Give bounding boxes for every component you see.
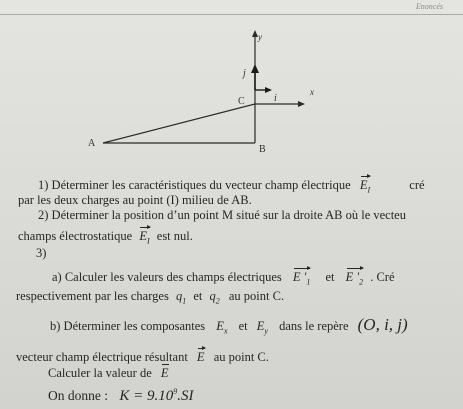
q1-line2: par les deux charges au point (I) milieu de AB. — [18, 193, 252, 207]
q3a-q1: $q_1$ — [175, 289, 187, 306]
q3a-line2: respectivement par les charges $q_1$ et $q_2$ au point C. — [16, 289, 285, 306]
q3b-ex: $E_x$ — [216, 319, 228, 336]
calc-vector: E — [161, 363, 169, 381]
q1-tail: cré — [409, 178, 425, 192]
donne-line: On donne : $K = 9.10^9.SI$ — [48, 387, 194, 404]
q3a-q2: $q_2$ — [209, 289, 220, 306]
q3a-e2-vector: E '$_2$ — [346, 266, 363, 290]
header-label: Enoncés — [415, 2, 443, 11]
q3a-e1-vector: E '$_1$ — [293, 266, 310, 290]
q3b-ey: $E_y$ — [256, 319, 268, 336]
q2-line1: 2) Déterminer la position d’un point M situé sur la droite AB où le vecteu — [38, 208, 406, 222]
calc-line: Calculer la valeur de E — [48, 363, 169, 381]
q3a-line1: a) Calculer les valeurs des champs électriques E '$_1$ et E '$_2$ . Cré — [52, 266, 395, 290]
label-j: j — [243, 68, 246, 79]
q1-text: 1) Déterminer les caractéristiques du vecteur champ électrique — [38, 178, 351, 192]
q3b-line2: vecteur champ électrique résultant E au point C. — [16, 346, 269, 365]
q3b-frame: (O, i, j) — [357, 315, 408, 334]
q3-label: 3) — [36, 246, 47, 260]
side-ac — [103, 104, 255, 143]
label-a: A — [88, 138, 96, 149]
j-vector-arrow — [251, 64, 259, 73]
q3b-line1: b) Déterminer les composantes $E_x$ et $E_y$ dans le repère (O, i, j) — [50, 315, 408, 336]
q2-vector: $E_I$ — [139, 225, 149, 249]
label-y: y — [258, 32, 262, 42]
label-c: C — [238, 96, 245, 107]
q1-vector: $E_I$ — [360, 174, 370, 198]
x-axis-arrow — [298, 101, 305, 107]
k-formula: $K = 9.10^9.SI$ — [119, 387, 194, 404]
label-b: B — [259, 144, 266, 155]
q3b-vector: E — [197, 346, 205, 365]
label-i: i — [274, 93, 277, 104]
q2-line2: champs électrostatique $E_I$ est nul. — [18, 225, 193, 249]
label-x: x — [310, 87, 314, 97]
i-vector-arrow — [265, 87, 272, 93]
